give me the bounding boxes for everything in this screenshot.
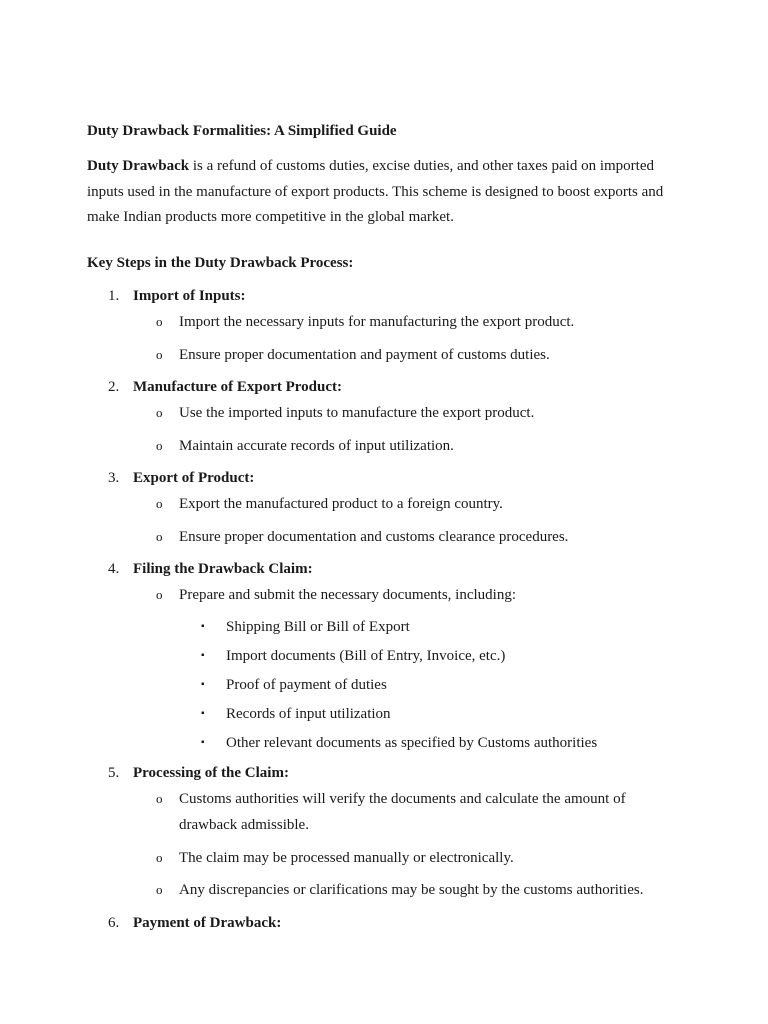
step-3-item-1: o Export the manufactured product to a foreign country. (156, 491, 676, 517)
step-5-item-1: o Customs authorities will verify the documents and calculate the amount of drawback admissible. (156, 786, 656, 838)
intro-bold-term: Duty Drawback (87, 158, 190, 174)
step-5-title (108, 765, 289, 782)
circle-bullet-icon: o (156, 882, 163, 897)
circle-bullet-icon: o (156, 496, 163, 511)
circle-bullet-icon: o (156, 347, 163, 362)
step-1-item-2: o Ensure proper documentation and payment of customs duties. (156, 342, 676, 368)
step-label: Filing the Drawback Claim: (133, 561, 313, 577)
intro-paragraph (87, 154, 687, 231)
step-number: 4. (108, 561, 120, 577)
step-1-title (108, 288, 246, 305)
step-number: 3. (108, 470, 120, 486)
step-number: 2. (108, 379, 120, 395)
square-bullet-icon: ▪ (201, 679, 205, 690)
square-bullet-icon: ▪ (201, 708, 205, 719)
step-2-item-2: o Maintain accurate records of input utilization. (156, 433, 676, 459)
step-3-item-2: o Ensure proper documentation and customs clearance procedures. (156, 524, 676, 550)
step-2-item-1: o Use the imported inputs to manufacture the export product. (156, 400, 676, 426)
step-4-subitem-5: ▪ Other relevant documents as specified by Customs authorities (201, 735, 598, 751)
square-bullet-icon: ▪ (201, 737, 205, 748)
circle-bullet-icon: o (156, 850, 163, 865)
circle-bullet-icon: o (156, 529, 163, 544)
circle-bullet-icon: o (156, 791, 163, 806)
step-5-item-2: o The claim may be processed manually or electronically. (156, 845, 676, 871)
document-title: Duty Drawback Formalities: A Simplified Guide (87, 123, 397, 139)
step-4-subitem-2: ▪ Import documents (Bill of Entry, Invoice, etc.) (201, 648, 506, 664)
step-4-subitem-1: ▪ Shipping Bill or Bill of Export (201, 619, 410, 635)
circle-bullet-icon: o (156, 405, 163, 420)
intro-text: is a refund of customs duties, excise duties, and other taxes paid on imported inputs used in the manufacture of export products. This scheme is designed to boost exports and make Indian products more competitive in the global market. (87, 158, 664, 225)
step-4-title (108, 561, 313, 578)
step-label: Export of Product: (133, 470, 255, 486)
step-label: Import of Inputs: (133, 288, 246, 304)
step-number: 5. (108, 765, 120, 781)
step-6-title (108, 915, 281, 932)
step-4-subitem-3: ▪ Proof of payment of duties (201, 677, 387, 693)
step-4-item-1: o Prepare and submit the necessary documents, including: (156, 582, 676, 608)
square-bullet-icon: ▪ (201, 621, 205, 632)
circle-bullet-icon: o (156, 587, 163, 602)
circle-bullet-icon: o (156, 314, 163, 329)
circle-bullet-icon: o (156, 438, 163, 453)
step-5-item-3: o Any discrepancies or clarifications may be sought by the customs authorities. (156, 877, 676, 903)
step-number: 1. (108, 288, 120, 304)
step-label: Processing of the Claim: (133, 765, 289, 781)
square-bullet-icon: ▪ (201, 650, 205, 661)
step-3-title (108, 470, 254, 487)
step-number: 6. (108, 915, 120, 931)
step-2-title (108, 379, 342, 396)
step-label: Manufacture of Export Product: (133, 379, 343, 395)
steps-heading: Key Steps in the Duty Drawback Process: (87, 255, 354, 271)
step-label: Payment of Drawback: (133, 915, 282, 931)
step-1-item-1: o Import the necessary inputs for manufacturing the export product. (156, 309, 676, 335)
step-4-subitem-4: ▪ Records of input utilization (201, 706, 391, 722)
